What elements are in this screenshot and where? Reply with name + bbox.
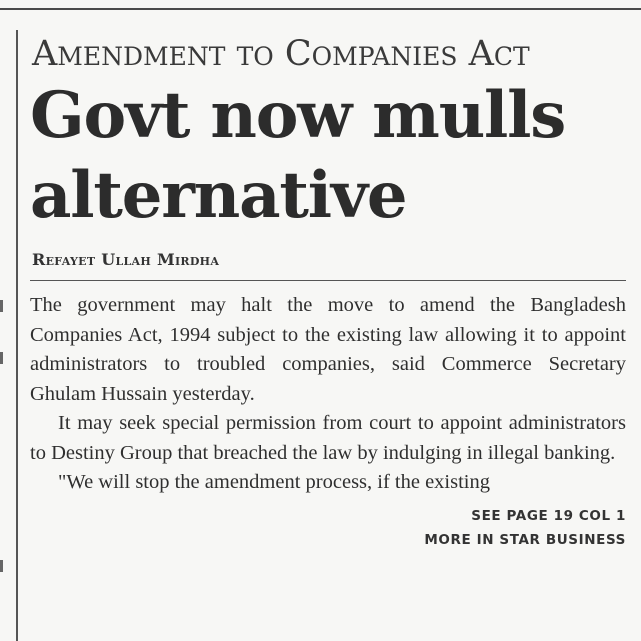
continuation-note: SEE PAGE 19 COL 1 bbox=[471, 507, 626, 524]
body-paragraph: It may seek special permission from court to appoint administrators to Destiny Group that breached the law by indulging in illegal banking. bbox=[30, 412, 626, 464]
body-paragraph: "We will stop the amendment process, if the existing bbox=[58, 471, 491, 493]
edge-mark bbox=[0, 352, 3, 364]
headline-line-2: alternative bbox=[30, 158, 407, 233]
edge-mark bbox=[0, 300, 3, 312]
headline-line-1: Govt now mulls bbox=[30, 78, 566, 153]
edge-mark bbox=[0, 560, 3, 572]
byline-divider bbox=[30, 280, 626, 281]
news-article bbox=[30, 22, 626, 552]
article-byline: Refayet Ullah Mirdha bbox=[32, 250, 220, 269]
column-divider bbox=[16, 30, 18, 641]
article-headline bbox=[30, 76, 626, 236]
body-paragraph: The government may halt the move to amend the Bangladesh Companies Act, 1994 subject to the existing law allowing it to appoint administrators to troubled companies, said Commerce Secretary Ghulam Hussain yesterday. bbox=[30, 294, 626, 405]
more-in-section-note: MORE IN STAR BUSINESS bbox=[424, 531, 626, 548]
article-kicker: Amendment to Companies Act bbox=[32, 34, 530, 74]
top-rule bbox=[0, 8, 641, 10]
article-body bbox=[30, 291, 626, 498]
